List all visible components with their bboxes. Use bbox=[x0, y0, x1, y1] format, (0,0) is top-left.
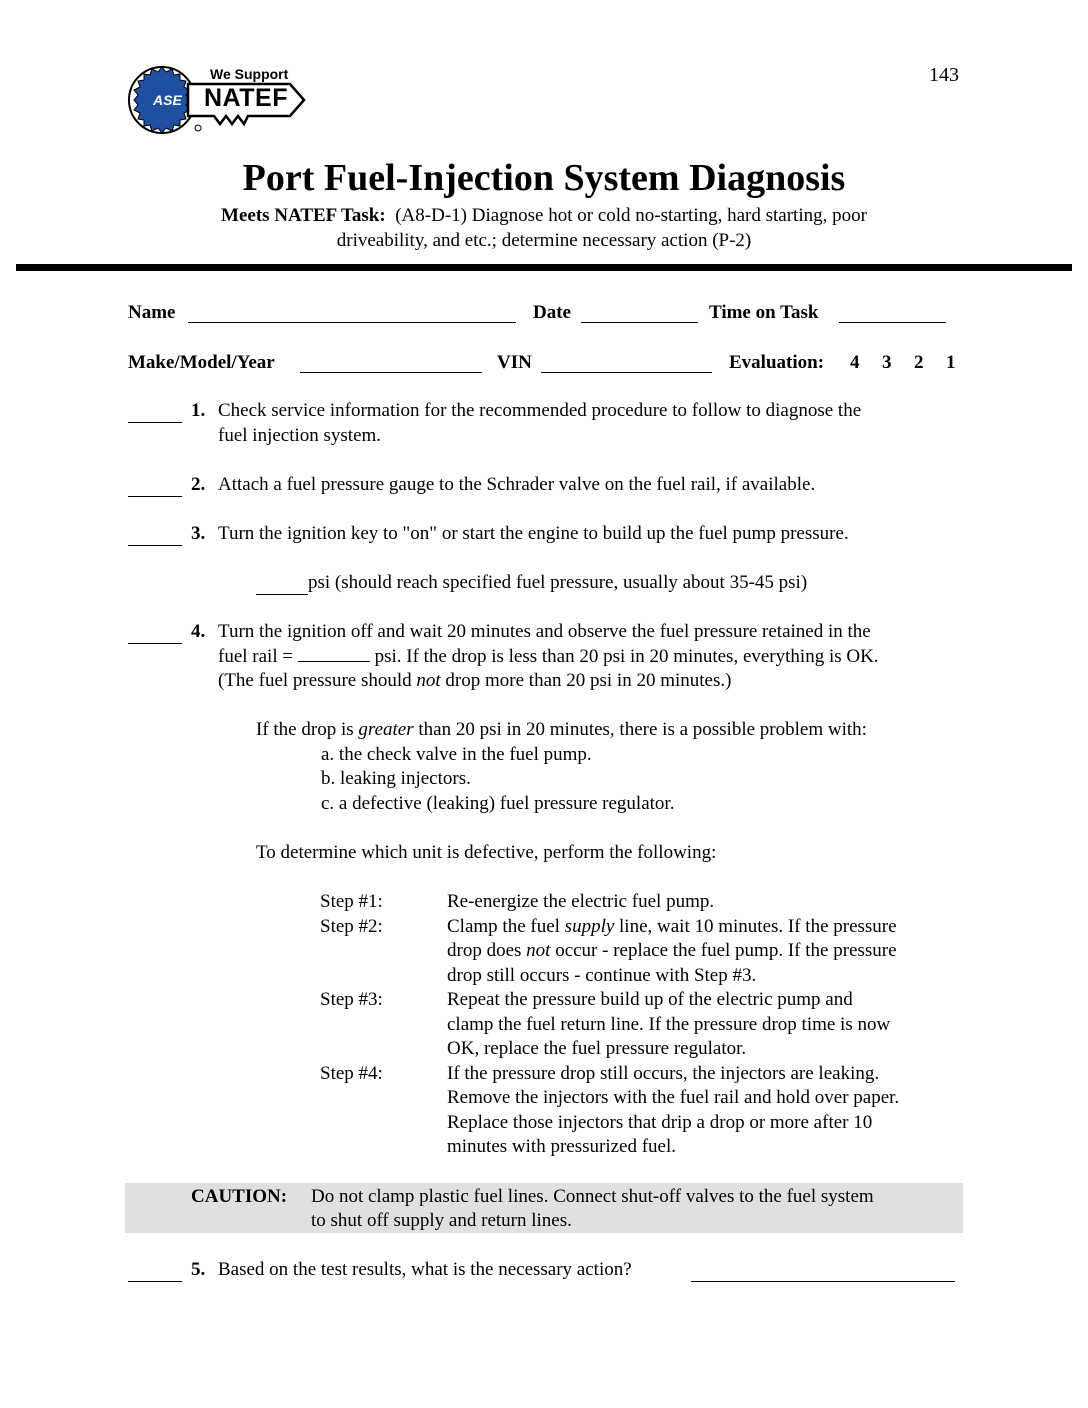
step-2-l1-emphasis: supply bbox=[564, 916, 615, 937]
step-4-text-line-1: If the pressure drop still occurs, the injectors are leaking. bbox=[447, 1063, 880, 1084]
item-2-number: 2. bbox=[191, 474, 206, 495]
evaluation-score-2[interactable]: 2 bbox=[914, 352, 924, 373]
item-4-line-3-start: (The fuel pressure should bbox=[218, 670, 417, 691]
step-2-text-line-3: drop still occurs - continue with Step #3. bbox=[447, 965, 757, 986]
item-4-line-3-emphasis: not bbox=[416, 670, 441, 691]
step-2-label: Step #2: bbox=[320, 916, 383, 937]
item-2-checkbox-line[interactable] bbox=[128, 478, 182, 497]
step-3-text-line-2: clamp the fuel return line. If the pressure drop time is now bbox=[447, 1014, 891, 1035]
item-3-psi-note: psi (should reach specified fuel pressure, usually about 35-45 psi) bbox=[308, 572, 808, 593]
item-2-text: Attach a fuel pressure gauge to the Schrader valve on the fuel rail, if available. bbox=[218, 474, 816, 495]
item-4-drop-text bbox=[256, 717, 867, 742]
item-4-text-line-3 bbox=[218, 668, 731, 693]
natef-task-label: Meets NATEF Task: bbox=[221, 205, 386, 226]
evaluation-score-1[interactable]: 1 bbox=[946, 352, 956, 373]
item-5-checkbox-line[interactable] bbox=[128, 1263, 182, 1282]
evaluation-score-4[interactable]: 4 bbox=[850, 352, 860, 373]
step-3-label: Step #3: bbox=[320, 989, 383, 1010]
drop-text-end: than 20 psi in 20 minutes, there is a possible problem with: bbox=[413, 719, 867, 740]
step-2-l2-start: drop does bbox=[447, 940, 527, 961]
natef-task-text: (A8-D-1) Diagnose hot or cold no-starting, hard starting, poor bbox=[395, 205, 867, 226]
caution-label: CAUTION: bbox=[191, 1186, 288, 1207]
drop-text-emphasis: greater bbox=[358, 719, 414, 740]
step-2-l2-end: occur - replace the fuel pump. If the pressure bbox=[550, 940, 897, 961]
vin-label: VIN bbox=[497, 352, 532, 373]
caution-text-line-1: Do not clamp plastic fuel lines. Connect shut-off valves to the fuel system bbox=[311, 1186, 874, 1207]
step-3-text-line-3: OK, replace the fuel pressure regulator. bbox=[447, 1038, 747, 1059]
date-label: Date bbox=[533, 302, 571, 323]
name-label: Name bbox=[128, 302, 176, 323]
name-field[interactable] bbox=[188, 304, 516, 323]
cause-b: b. leaking injectors. bbox=[321, 768, 471, 789]
item-4-text-line-2 bbox=[218, 644, 879, 669]
make-model-year-field[interactable] bbox=[300, 354, 482, 373]
step-4-text-line-3: Replace those injectors that drip a drop or more after 10 bbox=[447, 1112, 873, 1133]
item-1-text-line-1: Check service information for the recommended procedure to follow to diagnose the bbox=[218, 400, 862, 421]
cause-c: c. a defective (leaking) fuel pressure regulator. bbox=[321, 793, 675, 814]
item-5-number: 5. bbox=[191, 1259, 206, 1280]
make-model-year-label: Make/Model/Year bbox=[128, 352, 275, 373]
vin-field[interactable] bbox=[541, 354, 712, 373]
item-3-checkbox-line[interactable] bbox=[128, 527, 182, 546]
subtitle-line-2: driveability, and etc.; determine necessary action (P-2) bbox=[336, 230, 752, 251]
time-on-task-label: Time on Task bbox=[709, 302, 819, 323]
item-4-ok-text: psi. If the drop is less than 20 psi in 20 minutes, everything is OK. bbox=[369, 646, 879, 667]
item-4-line-3-end: drop more than 20 psi in 20 minutes.) bbox=[440, 670, 732, 691]
time-on-task-field[interactable] bbox=[839, 304, 946, 323]
step-2-l1-start: Clamp the fuel bbox=[447, 916, 565, 937]
item-1-checkbox-line[interactable] bbox=[128, 404, 182, 423]
item-4-checkbox-line[interactable] bbox=[128, 625, 182, 644]
evaluation-label: Evaluation: bbox=[729, 352, 825, 373]
step-2-text-line-2 bbox=[447, 938, 897, 963]
evaluation-score-3[interactable]: 3 bbox=[882, 352, 892, 373]
item-1-number: 1. bbox=[191, 400, 206, 421]
item-3-text: Turn the ignition key to "on" or start the engine to build up the fuel pump pressure. bbox=[218, 523, 849, 544]
step-3-text-line-1: Repeat the pressure build up of the electric pump and bbox=[447, 989, 853, 1010]
item-4-fuel-rail-psi-field[interactable] bbox=[298, 645, 370, 662]
item-3-psi-field[interactable] bbox=[256, 576, 308, 595]
step-1-text: Re-energize the electric fuel pump. bbox=[447, 891, 715, 912]
logo-natef-text: NATEF bbox=[204, 84, 288, 112]
drop-text-start: If the drop is bbox=[256, 719, 359, 740]
step-4-label: Step #4: bbox=[320, 1063, 383, 1084]
item-4-text-line-1: Turn the ignition off and wait 20 minutes and observe the fuel pressure retained in the bbox=[218, 621, 871, 642]
logo-we-support-text: We Support bbox=[210, 66, 289, 82]
step-4-text-line-4: minutes with pressurized fuel. bbox=[447, 1136, 677, 1157]
step-1-label: Step #1: bbox=[320, 891, 383, 912]
item-5-text: Based on the test results, what is the necessary action? bbox=[218, 1259, 632, 1280]
item-1-text-line-2: fuel injection system. bbox=[218, 425, 382, 446]
subtitle-line-1 bbox=[0, 204, 1088, 228]
step-4-text-line-2: Remove the injectors with the fuel rail and hold over paper. bbox=[447, 1087, 900, 1108]
header-divider bbox=[16, 264, 1072, 271]
item-5-answer-field[interactable] bbox=[691, 1263, 955, 1282]
date-field[interactable] bbox=[581, 304, 698, 323]
cause-a: a. the check valve in the fuel pump. bbox=[321, 744, 592, 765]
page-title: Port Fuel-Injection System Diagnosis bbox=[242, 157, 846, 199]
page-number: 143 bbox=[929, 64, 959, 86]
caution-text-line-2: to shut off supply and return lines. bbox=[311, 1210, 572, 1231]
item-4-fuel-rail-label: fuel rail = bbox=[218, 646, 298, 667]
step-2-text-line-1 bbox=[447, 914, 897, 939]
item-3-number: 3. bbox=[191, 523, 206, 544]
item-4-number: 4. bbox=[191, 621, 206, 642]
step-2-l2-emphasis: not bbox=[526, 940, 551, 961]
step-2-l1-end: line, wait 10 minutes. If the pressure bbox=[614, 916, 897, 937]
logo-ase-badge-text: ASE bbox=[153, 92, 182, 108]
determine-text: To determine which unit is defective, perform the following: bbox=[256, 842, 717, 863]
